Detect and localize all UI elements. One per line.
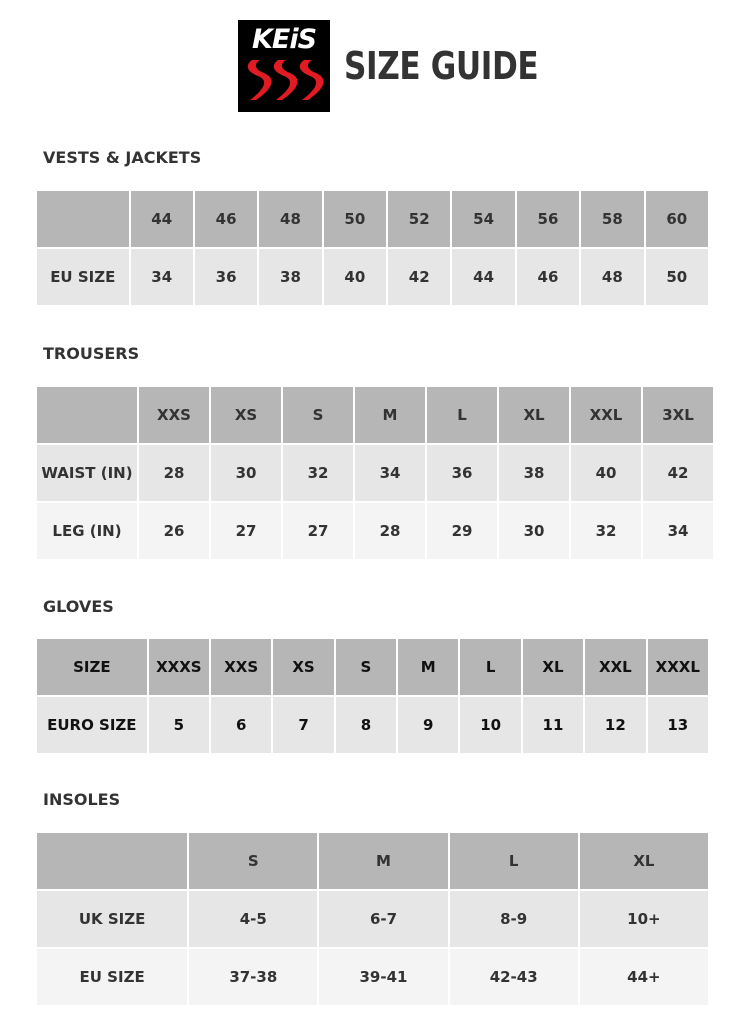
header-cell: S: [189, 833, 317, 889]
header-cell: XL: [499, 387, 569, 443]
table-row: [37, 503, 713, 559]
header-cell: 52: [388, 191, 450, 247]
row-label-cell: EU SIZE: [37, 949, 187, 1005]
table-cell: 7: [273, 697, 333, 753]
header-cell: 44: [131, 191, 193, 247]
table-cell: 38: [259, 249, 321, 305]
table-row: [37, 891, 708, 947]
table-cell: 36: [195, 249, 257, 305]
table-row: [37, 949, 708, 1005]
table-cell: 34: [131, 249, 193, 305]
header-cell: 58: [581, 191, 643, 247]
table-cell: 32: [571, 503, 641, 559]
logo-text: KEiS: [251, 24, 317, 55]
insoles-section-title: INSOLES: [43, 790, 121, 809]
table-cell: 40: [571, 445, 641, 501]
row-label-cell: EURO SIZE: [37, 697, 147, 753]
table-cell: 29: [427, 503, 497, 559]
table-cell: 48: [581, 249, 643, 305]
table-cell: 40: [324, 249, 386, 305]
header-cell: SIZE: [37, 639, 147, 695]
table-row: [37, 445, 713, 501]
vests-table: [35, 189, 710, 307]
keis-logo: [238, 20, 330, 112]
header-cell: XS: [273, 639, 333, 695]
header-cell: XXS: [139, 387, 209, 443]
insoles-table: [35, 831, 710, 1007]
table-cell: 37-38: [189, 949, 317, 1005]
table-cell: 27: [211, 503, 281, 559]
table-row: [37, 249, 708, 305]
table-cell: 13: [648, 697, 708, 753]
table-cell: 42: [643, 445, 713, 501]
table-cell: 4-5: [189, 891, 317, 947]
table-cell: 6: [211, 697, 271, 753]
table-header-row: [37, 833, 708, 889]
header-cell: XL: [523, 639, 583, 695]
table-cell: 9: [398, 697, 458, 753]
header-cell: M: [355, 387, 425, 443]
header-cell: L: [460, 639, 520, 695]
table-cell: 5: [149, 697, 209, 753]
header-cell: [37, 191, 129, 247]
header-cell: [37, 387, 137, 443]
table-cell: 11: [523, 697, 583, 753]
table-header-row: [37, 191, 708, 247]
header-cell: 54: [452, 191, 514, 247]
table-cell: 44: [452, 249, 514, 305]
header-cell: XS: [211, 387, 281, 443]
header-cell: XXXL: [648, 639, 708, 695]
row-label-cell: WAIST (IN): [37, 445, 137, 501]
header-cell: L: [450, 833, 578, 889]
header-cell: XXL: [585, 639, 645, 695]
logo-swoosh-icon: [242, 56, 326, 108]
trousers-section-title: TROUSERS: [43, 344, 140, 363]
header-cell: M: [398, 639, 458, 695]
table-header-row: [37, 387, 713, 443]
row-label-cell: EU SIZE: [37, 249, 129, 305]
gloves-table: [35, 637, 710, 755]
header-cell: 48: [259, 191, 321, 247]
header-cell: 56: [517, 191, 579, 247]
table-cell: 34: [355, 445, 425, 501]
header-cell: [37, 833, 187, 889]
header-cell: S: [283, 387, 353, 443]
table-cell: 42-43: [450, 949, 578, 1005]
header-cell: 3XL: [643, 387, 713, 443]
table-cell: 30: [499, 503, 569, 559]
header-cell: XXL: [571, 387, 641, 443]
header-cell: S: [336, 639, 396, 695]
table-cell: 34: [643, 503, 713, 559]
page-header: [238, 20, 581, 112]
table-cell: 28: [355, 503, 425, 559]
table-cell: 8: [336, 697, 396, 753]
vests-section-title: VESTS & JACKETS: [43, 148, 202, 167]
table-cell: 26: [139, 503, 209, 559]
header-cell: XL: [580, 833, 708, 889]
table-cell: 39-41: [319, 949, 447, 1005]
header-cell: 50: [324, 191, 386, 247]
header-cell: M: [319, 833, 447, 889]
table-cell: 12: [585, 697, 645, 753]
table-cell: 36: [427, 445, 497, 501]
table-cell: 50: [646, 249, 708, 305]
header-cell: L: [427, 387, 497, 443]
header-cell: 60: [646, 191, 708, 247]
table-cell: 30: [211, 445, 281, 501]
table-cell: 27: [283, 503, 353, 559]
table-cell: 10: [460, 697, 520, 753]
table-cell: 8-9: [450, 891, 578, 947]
table-cell: 6-7: [319, 891, 447, 947]
table-cell: 44+: [580, 949, 708, 1005]
table-cell: 10+: [580, 891, 708, 947]
table-row: [37, 697, 708, 753]
table-header-row: [37, 639, 708, 695]
header-cell: XXXS: [149, 639, 209, 695]
header-cell: 46: [195, 191, 257, 247]
table-cell: 38: [499, 445, 569, 501]
row-label-cell: UK SIZE: [37, 891, 187, 947]
row-label-cell: LEG (IN): [37, 503, 137, 559]
trousers-table: [35, 385, 715, 561]
page-title: SIZE GUIDE: [344, 44, 539, 88]
table-cell: 32: [283, 445, 353, 501]
gloves-section-title: GLOVES: [43, 597, 114, 616]
table-cell: 46: [517, 249, 579, 305]
table-cell: 28: [139, 445, 209, 501]
table-cell: 42: [388, 249, 450, 305]
header-cell: XXS: [211, 639, 271, 695]
